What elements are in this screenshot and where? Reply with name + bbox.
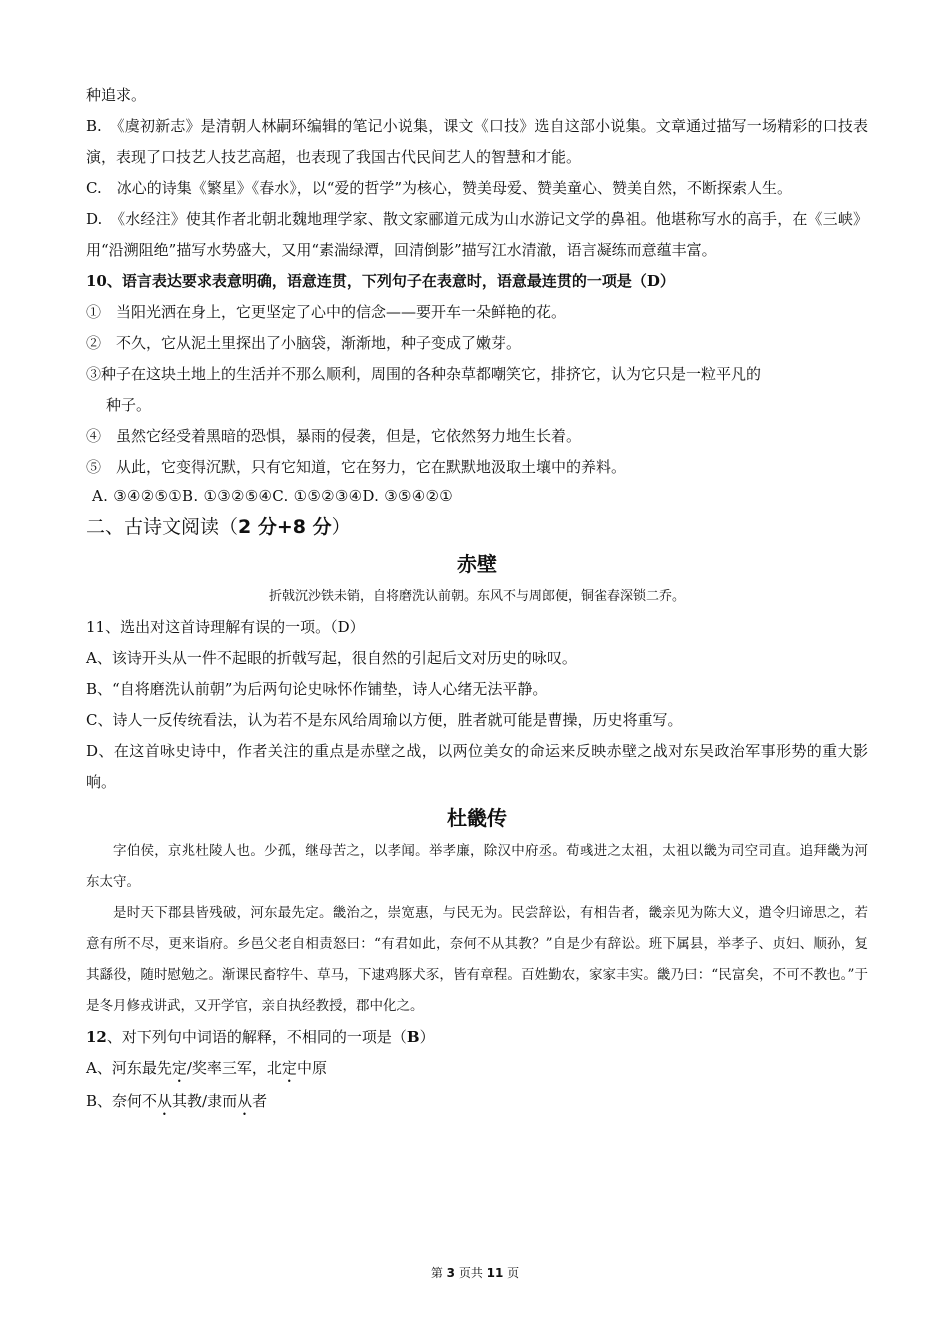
sentence-4: ④ 虽然它经受着黑暗的恐惧，暴雨的侵袭，但是，它依然努力地生长着。 [86, 427, 582, 445]
prose-paragraph-1: 字伯侯，京兆杜陵人也。少孤，继母苦之，以孝闻。举孝廉，除汉中府丞。荀彧进之太祖，太祖以畿为司空司直。追拜畿为河东太守。 [86, 843, 868, 890]
sentence-2: ② 不久，它从泥土里探出了小脑袋，渐渐地，种子变成了嫩芽。 [86, 334, 522, 352]
option-c: C. 冰心的诗集《繁星》《春水》，以“爱的哲学”为核心，赞美母爱、赞美童心、赞美自然，不断探索人生。 [86, 179, 793, 197]
sentence-3: ③种子在这块土地上的生活并不那么顺利，周围的各种杂草都嘲笑它，排挤它，认为它只是一粒平凡的 [86, 365, 762, 383]
poem-title: 赤壁 [457, 552, 497, 576]
section-heading: 二、古诗文阅读（2 分+8 分） [86, 516, 351, 538]
question-12-stem: 12、对下列句中词语的解释，不相同的一项是（B） [86, 1028, 435, 1046]
document-page [86, 80, 868, 1119]
page-footer: 第 3 页共 11 页 [430, 1266, 520, 1280]
question-11-stem: 11、选出对这首诗理解有误的一项。（D） [86, 618, 365, 636]
poem-text: 折戟沉沙铁未销，自将磨洗认前朝。东风不与周郎便，铜雀春深锁二乔。 [268, 589, 685, 604]
q12-option-a: A、河东最先定/奖率三军，北定中原 [86, 1059, 327, 1077]
question-10-options: A. ③④②⑤①B. ①③②⑤④C. ①⑤②③④D. ③⑤④②① [92, 487, 453, 505]
q11-option-a: A、该诗开头从一件不起眼的折戟写起，很自然的引起后文对历史的咏叹。 [86, 649, 577, 667]
section-score: 2 分+8 分 [238, 516, 332, 538]
sentence-3-cont: 种子。 [106, 396, 152, 414]
sentence-5: ⑤ 从此，它变得沉默，只有它知道，它在努力，它在默默地汲取土壤中的养料。 [86, 458, 627, 476]
option-d: D. 《水经注》使其作者北朝北魏地理学家、散文家郦道元成为山水游记文学的鼻祖。他堪称写水的高手，在《三峡》用“沿溯阻绝”描写水势盛大，又用“素湍绿潭，回清倒影”描写江水清澈，语言凝练而意蕴丰富。 [86, 210, 868, 259]
q11-option-d: D、在这首咏史诗中，作者关注的重点是赤壁之战，以两位美女的命运来反映赤壁之战对东吴政治军事形势的重大影响。 [86, 742, 868, 791]
q11-option-b: B、“自将磨洗认前朝”为后两句论史咏怀作铺垫，诗人心绪无法平静。 [86, 680, 548, 698]
question-10-stem: 10、语言表达要求表意明确，语意连贯，下列句子在表意时，语意最连贯的一项是（D） [86, 272, 675, 290]
prose-title: 杜畿传 [447, 806, 507, 830]
page-total: 11 [486, 1266, 504, 1280]
sentence-1: ① 当阳光洒在身上，它更坚定了心中的信念——要开车一朵鲜艳的花。 [86, 303, 567, 321]
prev-question-tail: 种追求。 [86, 86, 147, 104]
option-b: B. 《虞初新志》是清朝人林嗣环编辑的笔记小说集，课文《口技》选自这部小说集。文章通过描写一场精彩的口技表演，表现了口技艺人技艺高超，也表现了我国古代民间艺人的智慧和才能。 [86, 117, 868, 166]
page-number: 3 [446, 1266, 455, 1280]
q12-option-b: B、奈何不从其教/隶而从者 [86, 1092, 268, 1110]
prose-paragraph-2: 是时天下郡县皆残破，河东最先定。畿治之，崇宽惠，与民无为。民尝辞讼，有相告者，畿亲见为陈大义，遣令归谛思之，若意有所不尽，更来诣府。乡邑父老自相责怒曰：“有君如此，奈何不从其教？”自是少有辞讼。班下属县，举孝子、贞妇、顺孙，复其繇役，随时慰勉之。渐课民畜牸牛、草马，下逮鸡豚犬豕，皆有章程。百姓勤农，家家丰实。畿乃曰：“民富矣，不可不教也。”于是冬月修戎讲武，又开学官，亲自执经教授，郡中化之。 [86, 905, 868, 1014]
q11-option-c: C、诗人一反传统看法，认为若不是东风给周瑜以方便，胜者就可能是曹操，历史将重写。 [86, 711, 683, 729]
